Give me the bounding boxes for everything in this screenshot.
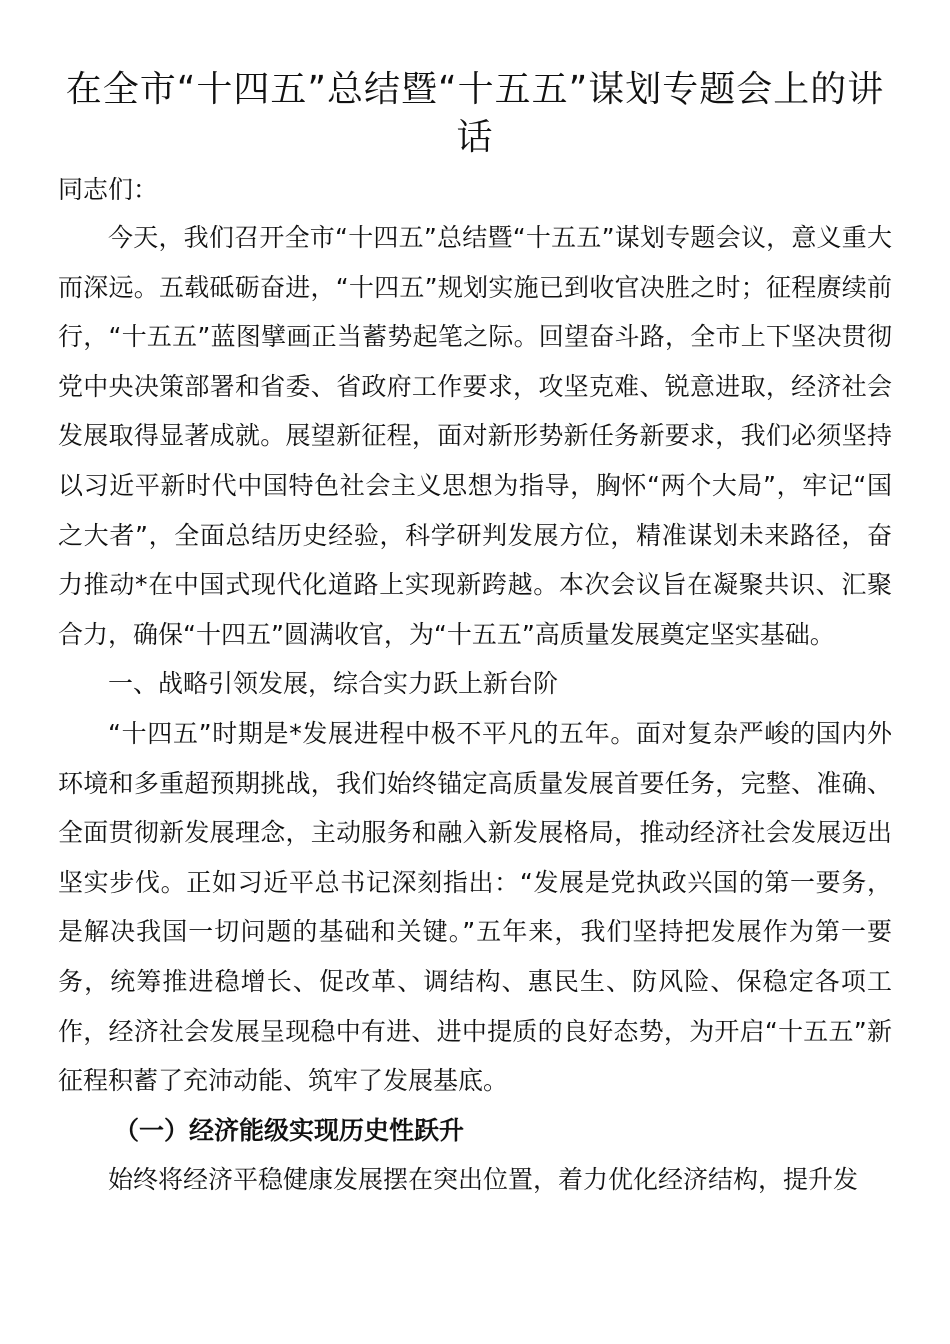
subsection-paragraph: 始终将经济平稳健康发展摆在突出位置，着力优化经济结构，提升发 [108, 1165, 859, 1195]
document-title: 在全市“十四五”总结暨“十五五”谋划专题会上的讲话 [65, 69, 885, 158]
section-paragraph: “十四五”时期是*发展进程中极不平凡的五年。面对复杂严峻的国内外环境和多重超预期挑战，我们始终锚定高质量发展首要任务，完整、准确、全面贯彻新发展理念，主动服务和融入新发展格局，推动经济社会发展迈出坚实步伐。正如习近平总书记深刻指出：“发展是党执政兴国的第一要务，是解决我国一切问题的基础和关键。”五年来，我们坚持把发展作为第一要务，统筹推进稳增长、促改革、调结构、惠民生、防风险、保稳定各项工作，经济社会发展呈现稳中有进、进中提质的良好态势，为开启“十五五”新征程积蓄了充沛动能、筑牢了发展基底。 [58, 718, 892, 1096]
intro-paragraph: 今天，我们召开全市“十四五”总结暨“十五五”谋划专题会议，意义重大而深远。五载砥砺奋进，“十四五”规划实施已到收官决胜之时；征程赓续前行，“十五五”蓝图擘画正当蓄势起笔之际。回望奋斗路，全市上下坚决贯彻党中央决策部署和省委、省政府工作要求，攻坚克难、锐意进取，经济社会发展取得显著成就。展望新征程，面对新形势新任务新要求，我们必须坚持以习近平新时代中国特色社会主义思想为指导，胸怀“两个大局”，牢记“国之大者”，全面总结历史经验，科学研判发展方位，精准谋划未来路径，奋力推动*在中国式现代化道路上实现新跨越。本次会议旨在凝聚共识、汇聚合力，确保“十四五”圆满收官，为“十五五”高质量发展奠定坚实基础。 [58, 223, 892, 649]
document-body [58, 213, 892, 1205]
section-heading: 一、战略引领发展，综合实力跃上新台阶 [108, 669, 559, 699]
salutation: 同志们： [58, 175, 159, 204]
subsection-heading: （一）经济能级实现历史性跃升 [114, 1115, 465, 1145]
